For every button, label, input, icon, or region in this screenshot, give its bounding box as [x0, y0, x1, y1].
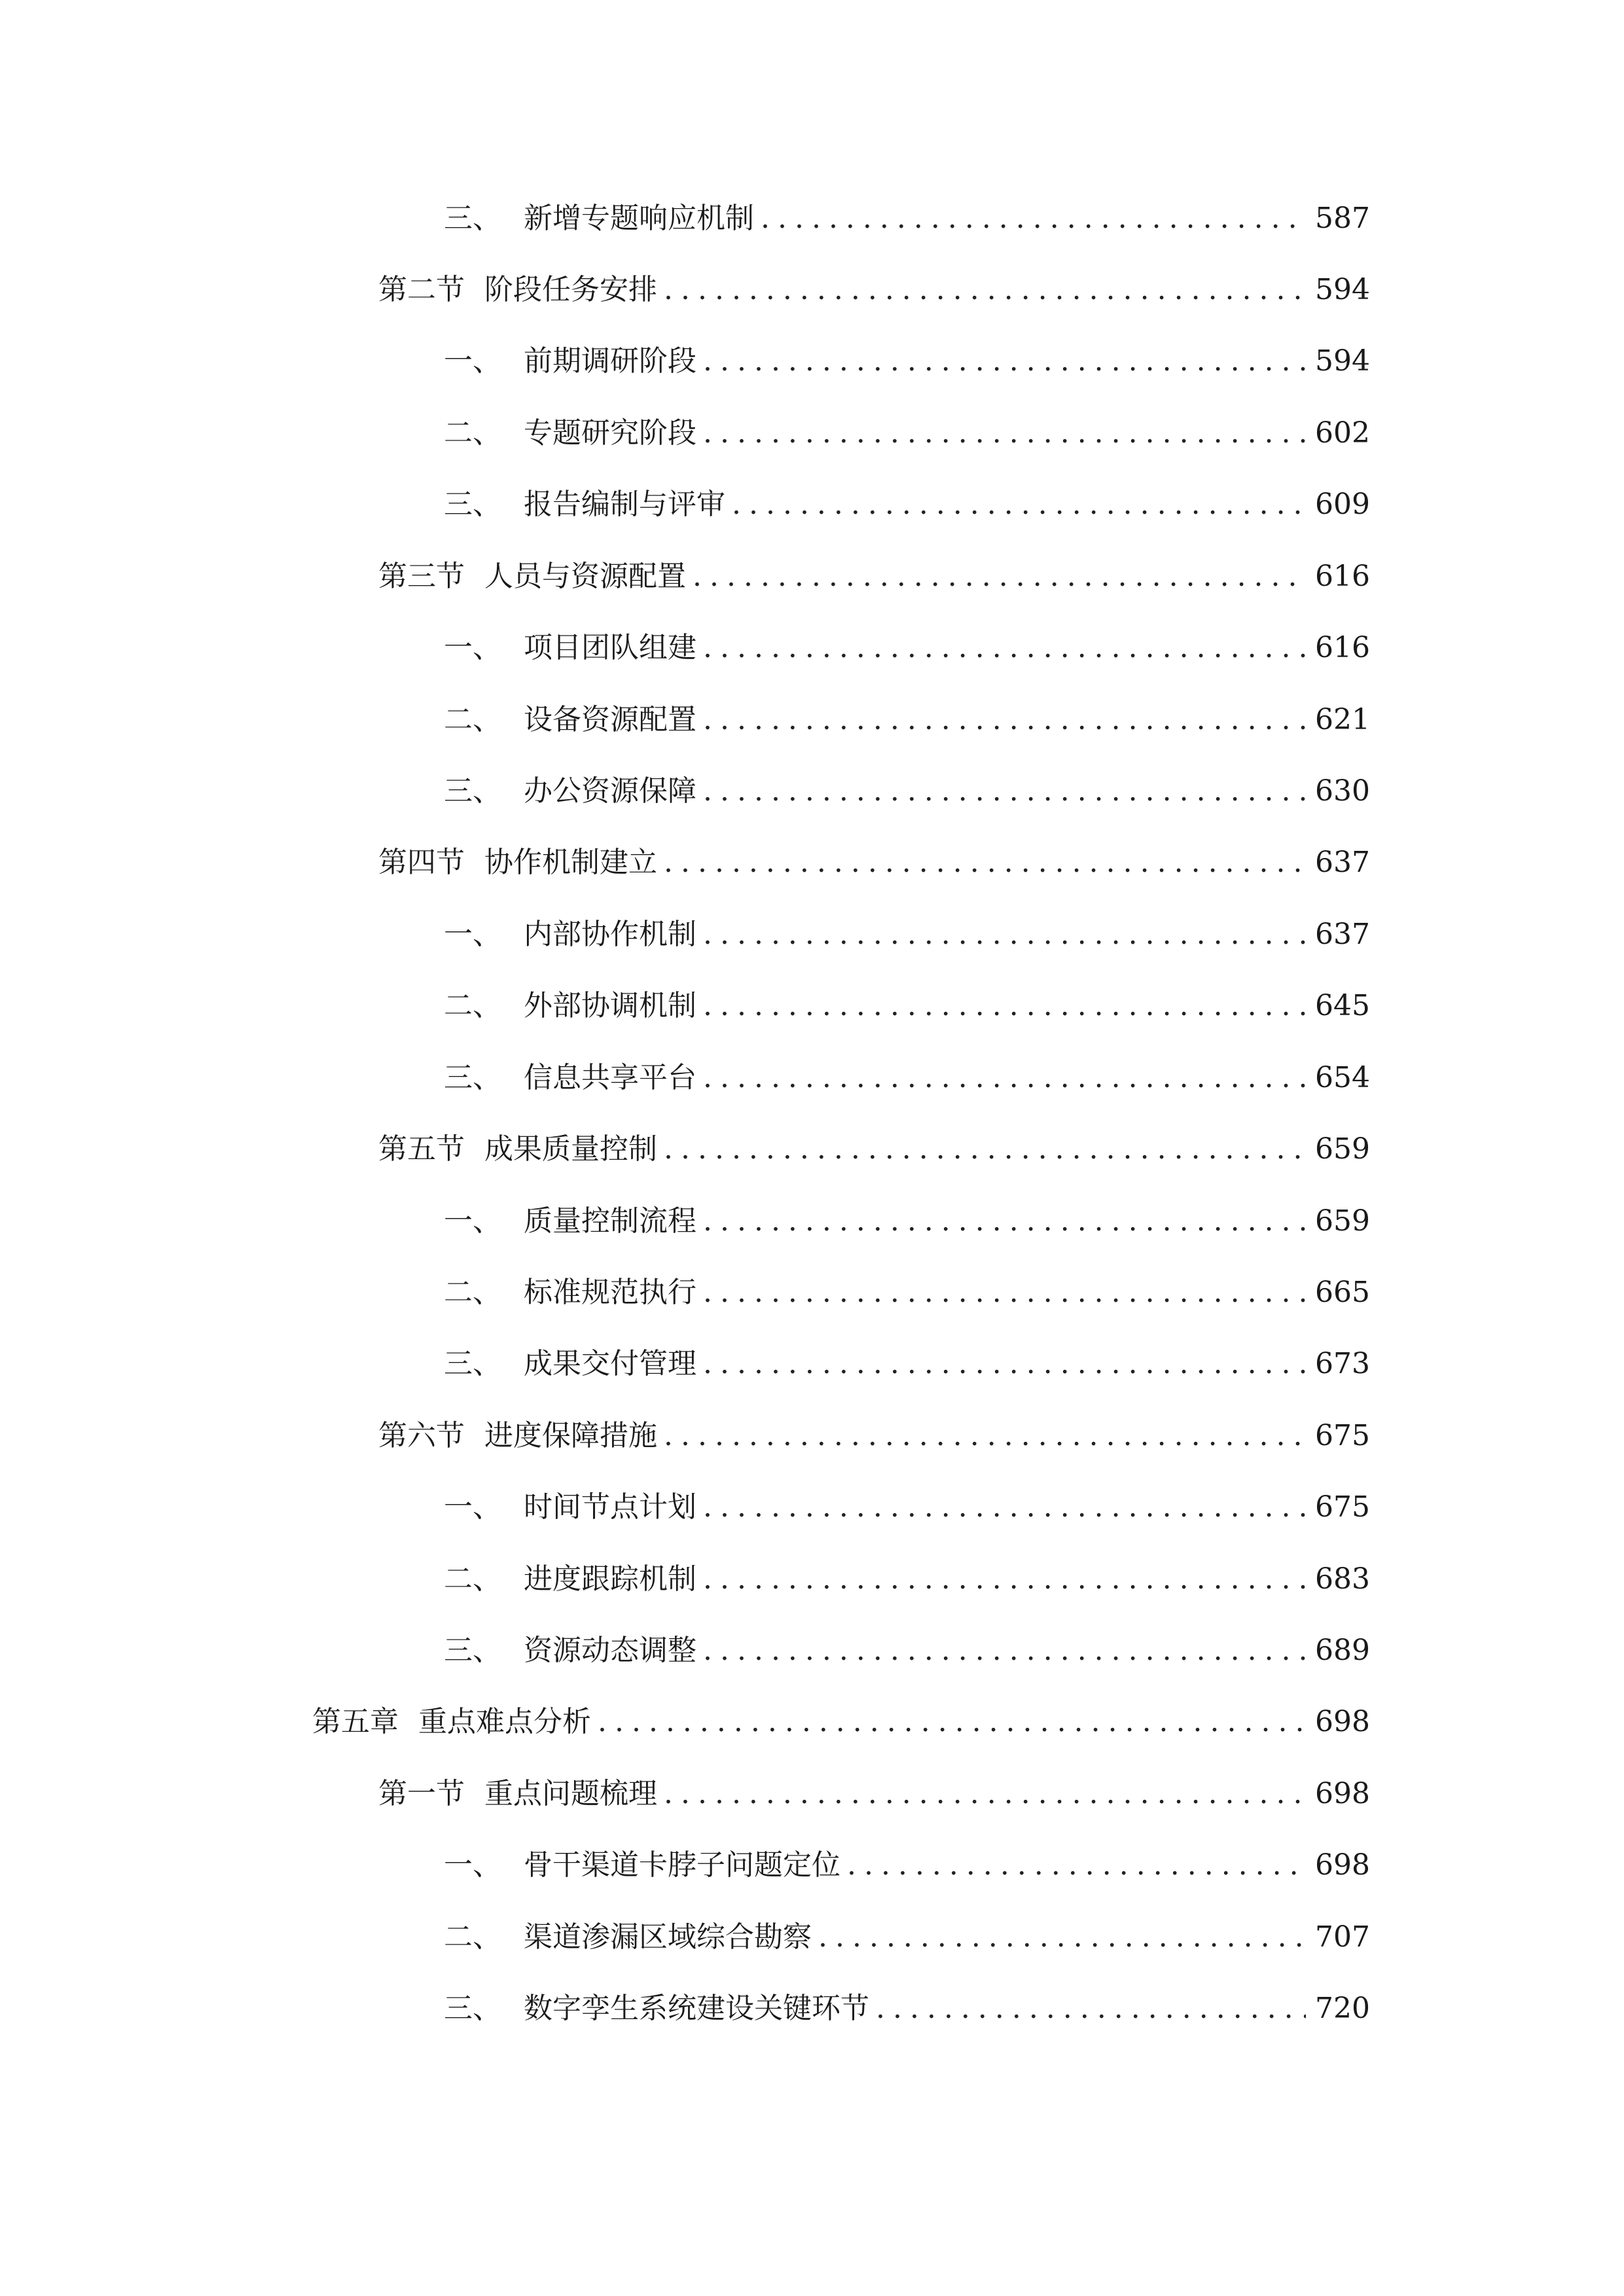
- toc-entry-title: 阶段任务安排: [484, 273, 657, 306]
- toc-page-number: 698: [1315, 1848, 1370, 1882]
- toc-entry-number: 二、: [444, 1562, 501, 1596]
- toc-entry[interactable]: [444, 622, 1370, 674]
- toc-dot-leader: [703, 622, 1306, 674]
- toc-dot-leader: [703, 694, 1306, 746]
- toc-entry-title: 重点问题梳理: [484, 1777, 657, 1810]
- toc-dot-leader: [703, 908, 1306, 961]
- toc-entry[interactable]: [444, 1624, 1370, 1677]
- toc-entry-title: 协作机制建立: [484, 846, 657, 879]
- toc-entry-title: 人员与资源配置: [484, 560, 686, 593]
- toc-entry-title: 设备资源配置: [524, 703, 696, 736]
- toc-entry[interactable]: [444, 908, 1370, 961]
- toc-dot-leader: [693, 550, 1306, 603]
- toc-entry[interactable]: [312, 1696, 1370, 1748]
- toc-entry-title: 重点难点分析: [418, 1705, 591, 1738]
- toc-page-number: 616: [1315, 631, 1370, 664]
- toc-dot-leader: [761, 192, 1306, 245]
- toc-page-number: 621: [1315, 703, 1370, 736]
- toc-dot-leader: [876, 1982, 1306, 2035]
- toc-entry[interactable]: [444, 1553, 1370, 1605]
- toc-dot-leader: [598, 1696, 1306, 1748]
- toc-entry[interactable]: [444, 1338, 1370, 1390]
- toc-entry[interactable]: [444, 765, 1370, 817]
- toc-page-number: 616: [1315, 560, 1370, 593]
- toc-entry-number: 三、: [444, 1061, 501, 1094]
- toc-page-number: 609: [1315, 488, 1370, 521]
- toc-entry-number: 第四节: [378, 846, 465, 879]
- toc-page-number: 637: [1315, 918, 1370, 951]
- toc-dot-leader: [664, 1768, 1306, 1820]
- toc-entry[interactable]: [378, 550, 1370, 603]
- toc-entry-title: 进度跟踪机制: [524, 1562, 696, 1596]
- toc-entry[interactable]: [444, 1481, 1370, 1534]
- toc-dot-leader: [703, 980, 1306, 1032]
- toc-dot-leader: [703, 1624, 1306, 1677]
- toc-page-number: 675: [1315, 1419, 1370, 1452]
- toc-entry[interactable]: [444, 1266, 1370, 1319]
- toc-page-number: 594: [1315, 273, 1370, 306]
- toc-entry[interactable]: [444, 192, 1370, 245]
- toc-entry-number: 一、: [444, 1848, 501, 1882]
- toc-entry-number: 三、: [444, 202, 501, 235]
- toc-entry-number: 第一节: [378, 1777, 465, 1810]
- toc-page-number: 594: [1315, 344, 1370, 378]
- toc-page-number: 645: [1315, 989, 1370, 1022]
- toc-page-number: 654: [1315, 1061, 1370, 1094]
- toc-entry-title: 办公资源保障: [524, 774, 696, 808]
- toc-page-number: 659: [1315, 1204, 1370, 1238]
- toc-page-number: 707: [1315, 1920, 1370, 1954]
- toc-entry-number: 二、: [444, 416, 501, 450]
- toc-entry[interactable]: [444, 1195, 1370, 1247]
- toc-entry-title: 时间节点计划: [524, 1490, 696, 1524]
- toc-entry-number: 第二节: [378, 273, 465, 306]
- toc-entry-title: 成果质量控制: [484, 1132, 657, 1166]
- toc-dot-leader: [664, 264, 1306, 316]
- toc-entry[interactable]: [378, 1123, 1370, 1175]
- toc-dot-leader: [664, 836, 1306, 889]
- toc-page-number: 602: [1315, 416, 1370, 450]
- toc-entry-number: 三、: [444, 1634, 501, 1667]
- toc-page-number: 630: [1315, 774, 1370, 808]
- toc-entry-title: 新增专题响应机制: [524, 202, 754, 235]
- toc-dot-leader: [664, 1123, 1306, 1175]
- toc-entry-title: 进度保障措施: [484, 1419, 657, 1452]
- toc-entry-title: 外部协调机制: [524, 989, 696, 1022]
- toc-entry-title: 资源动态调整: [524, 1634, 696, 1667]
- toc-entry-number: 一、: [444, 631, 501, 664]
- toc-entry-title: 渠道渗漏区域综合勘察: [524, 1920, 812, 1954]
- toc-entry-title: 标准规范执行: [524, 1276, 696, 1309]
- toc-entry-number: 第六节: [378, 1419, 465, 1452]
- toc-entry[interactable]: [378, 1410, 1370, 1462]
- toc-entry-title: 项目团队组建: [524, 631, 696, 664]
- toc-entry-title: 信息共享平台: [524, 1061, 696, 1094]
- toc-entry[interactable]: [378, 264, 1370, 316]
- toc-dot-leader: [703, 335, 1306, 387]
- toc-page-number: 587: [1315, 202, 1370, 235]
- toc-entry-number: 一、: [444, 1490, 501, 1524]
- toc-entry[interactable]: [444, 1982, 1370, 2035]
- toc-entry-title: 内部协作机制: [524, 918, 696, 951]
- toc-dot-leader: [818, 1911, 1306, 1964]
- toc-entry-number: 二、: [444, 1920, 501, 1954]
- toc-page-number: 637: [1315, 846, 1370, 879]
- toc-entry-title: 数字孪生系统建设关键环节: [524, 1992, 869, 2025]
- toc-dot-leader: [703, 407, 1306, 459]
- toc-page-number: 698: [1315, 1705, 1370, 1738]
- toc-dot-leader: [703, 1195, 1306, 1247]
- toc-dot-leader: [703, 1338, 1306, 1390]
- toc-dot-leader: [703, 1553, 1306, 1605]
- toc-page-number: 720: [1315, 1992, 1370, 2025]
- toc-entry[interactable]: [444, 1839, 1370, 1892]
- toc-page-number: 683: [1315, 1562, 1370, 1596]
- toc-page-number: 689: [1315, 1634, 1370, 1667]
- toc-entry[interactable]: [444, 1052, 1370, 1104]
- toc-entry-title: 报告编制与评审: [524, 488, 725, 521]
- toc-entry-number: 第三节: [378, 560, 465, 593]
- toc-entry-number: 二、: [444, 703, 501, 736]
- toc-entry[interactable]: [444, 694, 1370, 746]
- toc-page-number: 675: [1315, 1490, 1370, 1524]
- toc-entry-number: 三、: [444, 488, 501, 521]
- toc-entry-number: 一、: [444, 344, 501, 378]
- toc-entry-number: 第五章: [312, 1705, 399, 1738]
- toc-entry[interactable]: [444, 335, 1370, 387]
- toc-dot-leader: [703, 1052, 1306, 1104]
- toc-dot-leader: [703, 1266, 1306, 1319]
- toc-page-number: 665: [1315, 1276, 1370, 1309]
- toc-entry-number: 三、: [444, 1347, 501, 1380]
- toc-entry[interactable]: [444, 407, 1370, 459]
- toc-dot-leader: [703, 1481, 1306, 1534]
- toc-entry-number: 二、: [444, 989, 501, 1022]
- toc-entry-number: 一、: [444, 1204, 501, 1238]
- toc-entry-title: 专题研究阶段: [524, 416, 696, 450]
- toc-entry[interactable]: [378, 1768, 1370, 1820]
- toc-dot-leader: [847, 1839, 1306, 1892]
- toc-dot-leader: [732, 478, 1306, 531]
- toc-page-number: 659: [1315, 1132, 1370, 1166]
- toc-entry-number: 一、: [444, 918, 501, 951]
- toc-page-number: 673: [1315, 1347, 1370, 1380]
- toc-entry-title: 质量控制流程: [524, 1204, 696, 1238]
- toc-page-number: 698: [1315, 1777, 1370, 1810]
- toc-entry-title: 前期调研阶段: [524, 344, 696, 378]
- toc-entry-number: 三、: [444, 1992, 501, 2025]
- toc-dot-leader: [703, 765, 1306, 817]
- toc-entry-number: 二、: [444, 1276, 501, 1309]
- toc-entry-title: 骨干渠道卡脖子问题定位: [524, 1848, 840, 1882]
- toc-entry[interactable]: [444, 478, 1370, 531]
- toc-entry[interactable]: [444, 1911, 1370, 1964]
- toc-dot-leader: [664, 1410, 1306, 1462]
- toc-entry-number: 第五节: [378, 1132, 465, 1166]
- toc-entry-title: 成果交付管理: [524, 1347, 696, 1380]
- toc-entry-number: 三、: [444, 774, 501, 808]
- toc-entry[interactable]: [378, 836, 1370, 889]
- toc-entry[interactable]: [444, 980, 1370, 1032]
